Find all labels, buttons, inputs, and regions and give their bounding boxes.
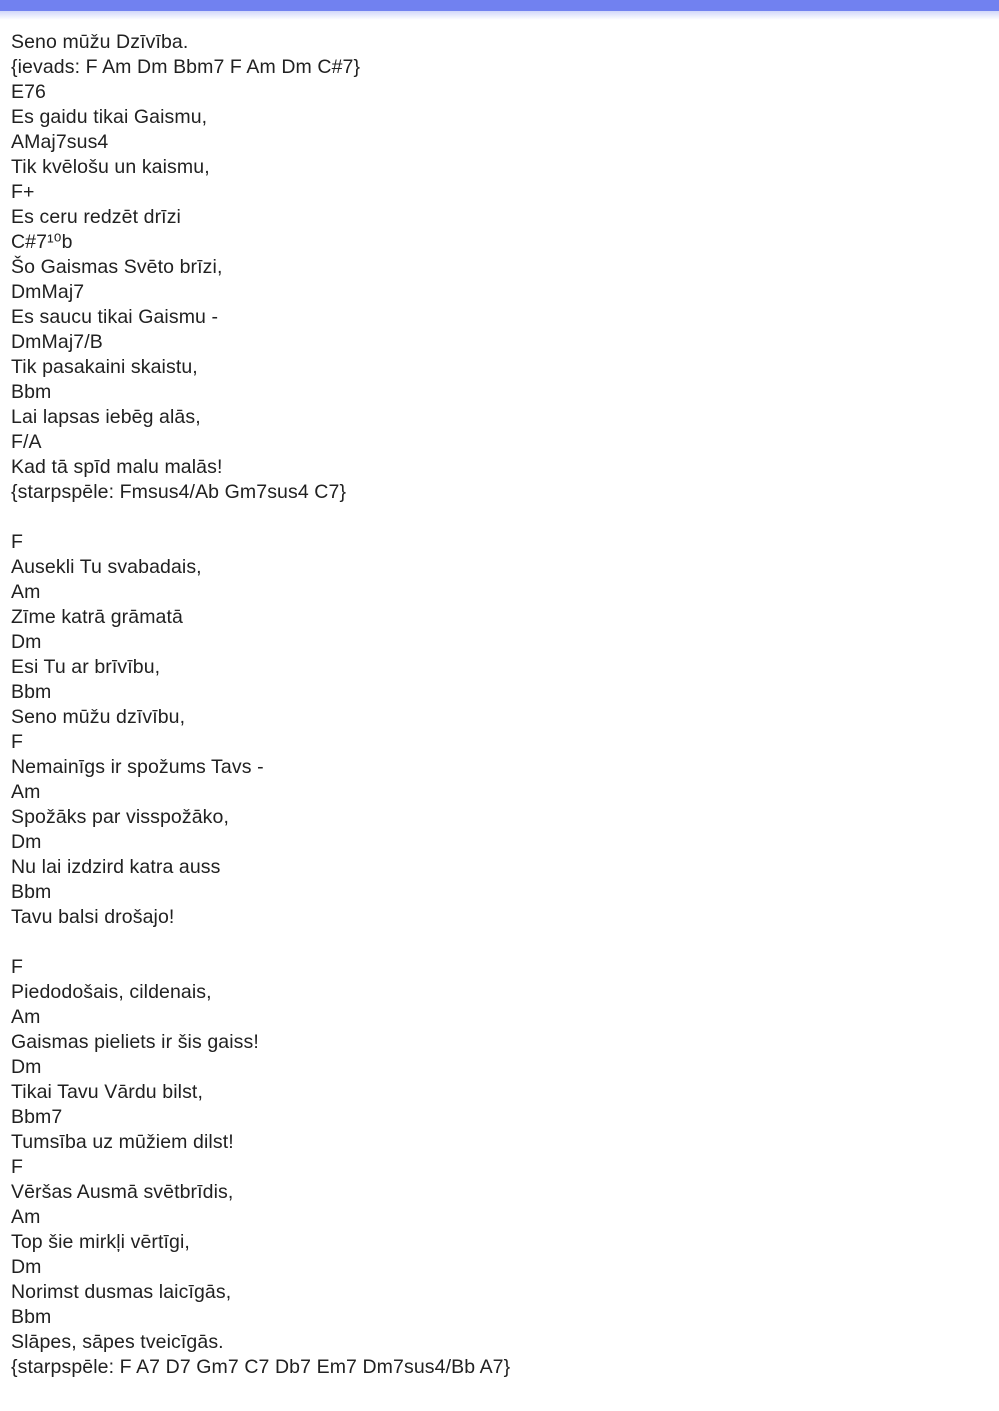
song-line-chord: Bbm xyxy=(11,1306,52,1328)
song-line-chord: Bbm xyxy=(11,381,52,403)
song-line-lyric: Tumsība uz mūžiem dilst! xyxy=(11,1131,234,1153)
song-line-lyric: Spožāks par visspožāko, xyxy=(11,806,229,828)
song-line-chord: F xyxy=(11,731,24,753)
song-line-blank xyxy=(11,505,987,530)
song-line-lyric: Esi Tu ar brīvību, xyxy=(11,656,161,678)
song-line-lyric: Tikai Tavu Vārdu bilst, xyxy=(11,1081,203,1103)
song-line-blank xyxy=(11,930,987,955)
song-line-lyric: Es gaidu tikai Gaismu, xyxy=(11,106,208,128)
song-line-lyric: Norimst dusmas laicīgās, xyxy=(11,1281,232,1303)
song-line-chord: Dm xyxy=(11,1256,42,1278)
song-line-lyric: Nemainīgs ir spožums Tavs - xyxy=(11,756,264,778)
top-bar-shadow xyxy=(0,11,999,20)
song-line-directive: {starpspēle: Fmsus4/Ab Gm7sus4 C7} xyxy=(11,481,347,503)
song-line-chord: Am xyxy=(11,1206,41,1228)
song-line-chord: F+ xyxy=(11,181,35,203)
song-line-lyric: Ausekli Tu svabadais, xyxy=(11,556,202,578)
song-line-chord: Bbm xyxy=(11,881,52,903)
song-line-chord: F/A xyxy=(11,431,42,453)
song-line-chord: AMaj7sus4 xyxy=(11,131,109,153)
song-line-chord: F xyxy=(11,956,24,978)
song-line-lyric: Zīme katrā grāmatā xyxy=(11,606,183,628)
song-line-directive: {ievads: F Am Dm Bbm7 F Am Dm C#7} xyxy=(11,56,361,78)
song-line-lyric: Vēršas Ausmā svētbrīdis, xyxy=(11,1181,234,1203)
song-line-chord: Bbm7 xyxy=(11,1106,63,1128)
song-line-lyric: Gaismas pieliets ir šis gaiss! xyxy=(11,1031,259,1053)
song-line-chord: C#7¹⁰b xyxy=(11,231,73,253)
song-line-lyric: Šo Gaismas Svēto brīzi, xyxy=(11,256,223,278)
song-line-lyric: Top šie mirkļi vērtīgi, xyxy=(11,1231,190,1253)
song-line-lyric: Nu lai izdzird katra auss xyxy=(11,856,221,878)
song-line-directive: {starpspēle: F A7 D7 Gm7 C7 Db7 Em7 Dm7sus4/Bb A7} xyxy=(11,1356,511,1378)
song-line-lyric: Tik pasakaini skaistu, xyxy=(11,356,198,378)
song-line-lyric: Seno mūžu dzīvību, xyxy=(11,706,186,728)
song-line-chord: Dm xyxy=(11,631,42,653)
song-line-lyric: Tik kvēlošu un kaismu, xyxy=(11,156,210,178)
song-line-chord: F xyxy=(11,1156,24,1178)
song-line-chord: Am xyxy=(11,581,41,603)
song-line-chord: Bbm xyxy=(11,681,52,703)
song-line-lyric: Piedodošais, cildenais, xyxy=(11,981,212,1003)
song-line-chord: Am xyxy=(11,781,41,803)
song-line-chord: F xyxy=(11,531,24,553)
song-text xyxy=(0,20,999,1380)
song-line-chord: DmMaj7 xyxy=(11,281,85,303)
song-line-lyric: Kad tā spīd malu malās! xyxy=(11,456,223,478)
song-line-chord: Am xyxy=(11,1006,41,1028)
song-line-lyric: Slāpes, sāpes tveicīgās. xyxy=(11,1331,224,1353)
song-line-chord: Dm xyxy=(11,831,42,853)
song-line-chord: DmMaj7/B xyxy=(11,331,103,353)
song-line-lyric: Es saucu tikai Gaismu - xyxy=(11,306,219,328)
top-accent-bar xyxy=(0,0,999,11)
song-line-lyric: Tavu balsi drošajo! xyxy=(11,906,175,928)
song-line-title: Seno mūžu Dzīvība. xyxy=(11,31,189,53)
song-line-lyric: Es ceru redzēt drīzi xyxy=(11,206,181,228)
song-line-lyric: Lai lapsas iebēg alās, xyxy=(11,406,201,428)
song-line-chord: Dm xyxy=(11,1056,42,1078)
song-line-chord: E76 xyxy=(11,81,46,103)
